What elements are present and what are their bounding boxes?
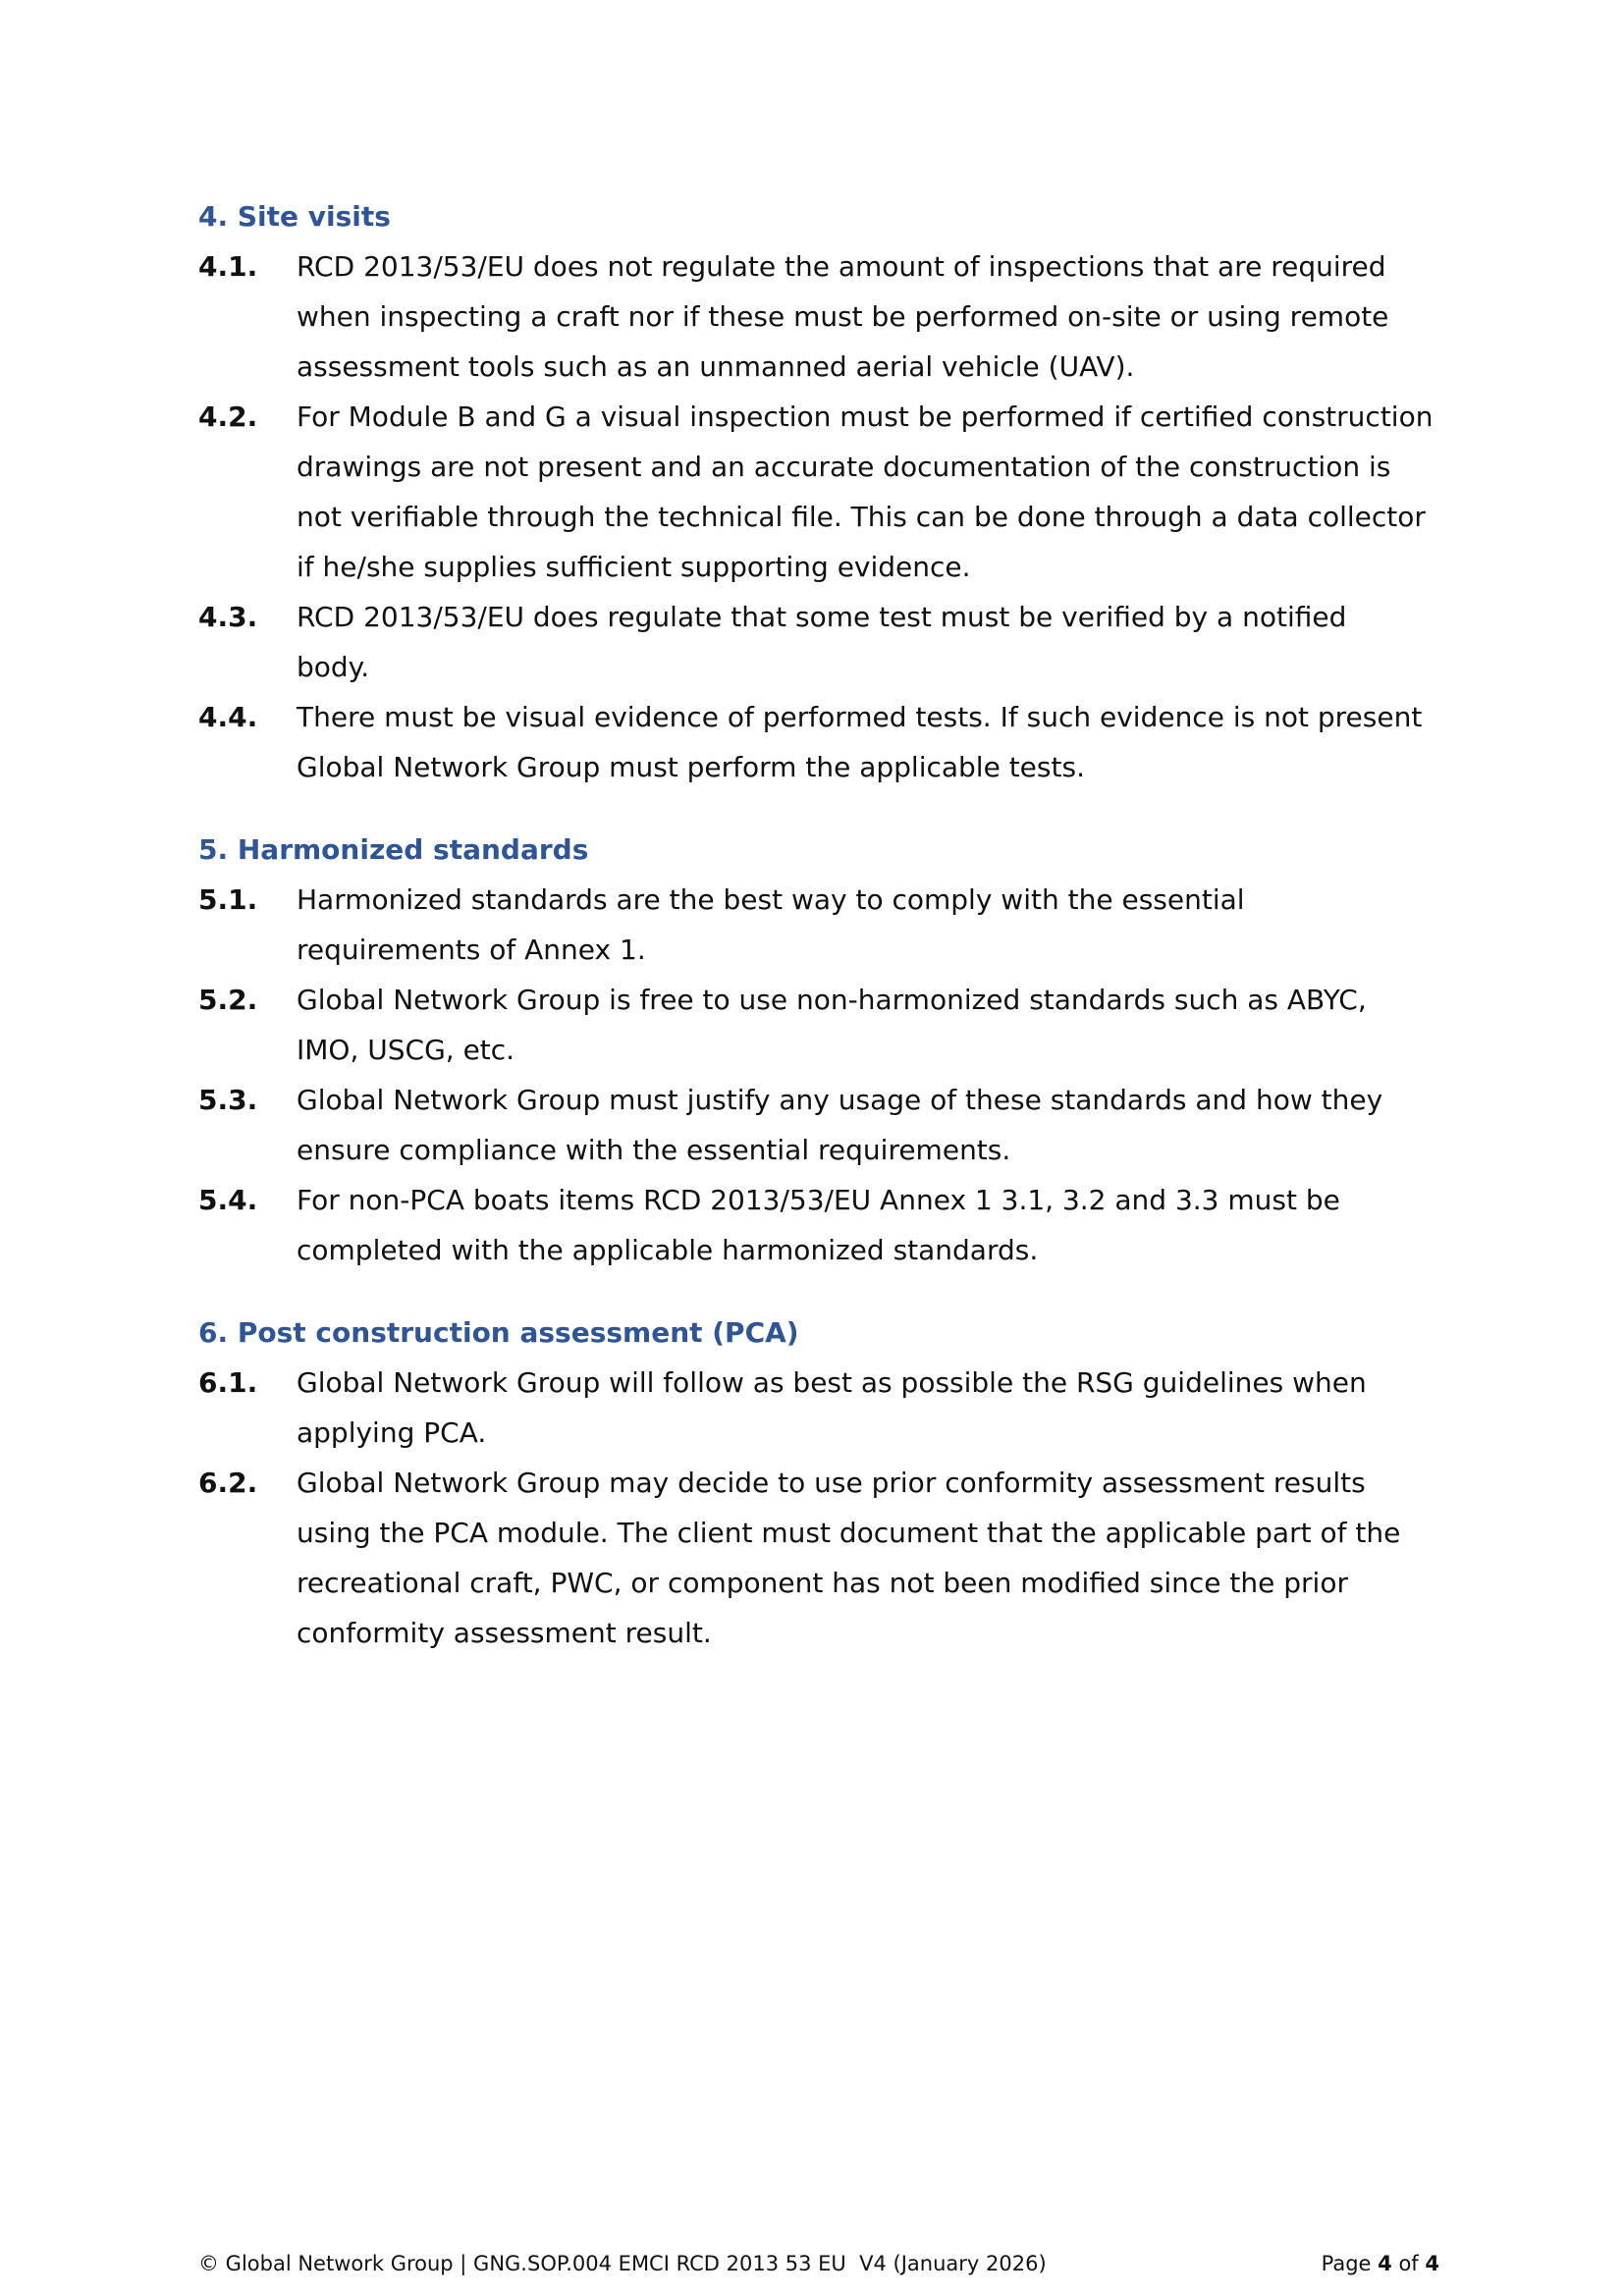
page-total: 4 (1425, 2252, 1439, 2275)
text-line: requirements of Annex 1. (297, 934, 646, 966)
text-line: ensure compliance with the essential requirements. (297, 1134, 1011, 1166)
item-number: 4.4. (198, 701, 258, 733)
text-line: For non-PCA boats items RCD 2013/53/EU Annex 1 3.1, 3.2 and 3.3 must be (297, 1184, 1340, 1216)
item-text (297, 241, 1388, 392)
item-number: 6.1. (198, 1366, 258, 1399)
numbered-item (198, 1458, 1445, 1658)
text-line: There must be visual evidence of performed tests. If such evidence is not present (297, 701, 1423, 733)
item-number: 4.2. (198, 400, 258, 433)
numbered-item (198, 1358, 1445, 1458)
item-number: 5.4. (198, 1184, 258, 1216)
numbered-item (198, 692, 1445, 792)
item-text (297, 592, 1346, 692)
page-current: 4 (1378, 2252, 1392, 2275)
text-line: Global Network Group must perform the applicable tests. (297, 751, 1085, 783)
item-text (297, 975, 1367, 1075)
text-line: assessment tools such as an unmanned aerial vehicle (UAV). (297, 350, 1135, 383)
text-line: Global Network Group must justify any usage of these standards and how they (297, 1084, 1383, 1116)
section-heading: 6. Post construction assessment (PCA) (198, 1316, 799, 1349)
text-line: if he/she supplies sufficient supporting evidence. (297, 551, 971, 583)
page-of: of (1391, 2252, 1426, 2275)
item-text (297, 1075, 1382, 1175)
numbered-item (198, 875, 1445, 975)
section-heading: 4. Site visits (198, 200, 391, 233)
numbered-item (198, 241, 1445, 392)
section (198, 1308, 1445, 1658)
page-label: Page (1321, 2252, 1379, 2275)
item-text (297, 1358, 1367, 1458)
text-line: RCD 2013/53/EU does not regulate the amount of inspections that are required (297, 250, 1386, 283)
text-line: Global Network Group is free to use non-harmonized standards such as ABYC, (297, 984, 1367, 1016)
item-text (297, 1458, 1400, 1658)
text-line: completed with the applicable harmonized standards. (297, 1234, 1039, 1266)
text-line: applying PCA. (297, 1416, 487, 1449)
item-number: 5.2. (198, 984, 258, 1016)
item-text (297, 875, 1245, 975)
text-line: drawings are not present and an accurate documentation of the construction is (297, 451, 1391, 483)
footer-copyright: © Global Network Group | GNG.SOP.004 EMCI RCD 2013 53 EU V4 (January 2026) (198, 2252, 1047, 2275)
item-text (297, 392, 1433, 592)
text-line: not verifiable through the technical file. This can be done through a data collector (297, 501, 1426, 533)
page-number (1322, 2250, 1439, 2277)
text-line: IMO, USCG, etc. (297, 1034, 515, 1066)
numbered-item (198, 392, 1445, 592)
item-number: 6.2. (198, 1467, 258, 1499)
document-body (198, 191, 1445, 1658)
item-number: 4.3. (198, 601, 258, 633)
item-number: 5.3. (198, 1084, 258, 1116)
text-line: Global Network Group may decide to use prior conformity assessment results (297, 1467, 1366, 1499)
section-heading: 5. Harmonized standards (198, 833, 589, 866)
text-line: body. (297, 651, 370, 683)
text-line: using the PCA module. The client must document that the applicable part of the (297, 1517, 1401, 1549)
text-line: recreational craft, PWC, or component has not been modified since the prior (297, 1567, 1348, 1599)
text-line: when inspecting a craft nor if these must be performed on-site or using remote (297, 300, 1389, 333)
text-line: For Module B and G a visual inspection must be performed if certified construction (297, 400, 1434, 433)
text-line: RCD 2013/53/EU does regulate that some test must be verified by a notified (297, 601, 1347, 633)
text-line: Harmonized standards are the best way to comply with the essential (297, 883, 1245, 916)
section (198, 825, 1445, 1275)
item-number: 4.1. (198, 250, 258, 283)
page-footer (198, 2250, 1439, 2277)
text-line: conformity assessment result. (297, 1617, 712, 1649)
item-text (297, 692, 1422, 792)
numbered-item (198, 1175, 1445, 1275)
numbered-item (198, 592, 1445, 692)
item-text (297, 1175, 1340, 1275)
text-line: Global Network Group will follow as best as possible the RSG guidelines when (297, 1366, 1367, 1399)
section (198, 191, 1445, 792)
numbered-item (198, 1075, 1445, 1175)
item-number: 5.1. (198, 883, 258, 916)
numbered-item (198, 975, 1445, 1075)
